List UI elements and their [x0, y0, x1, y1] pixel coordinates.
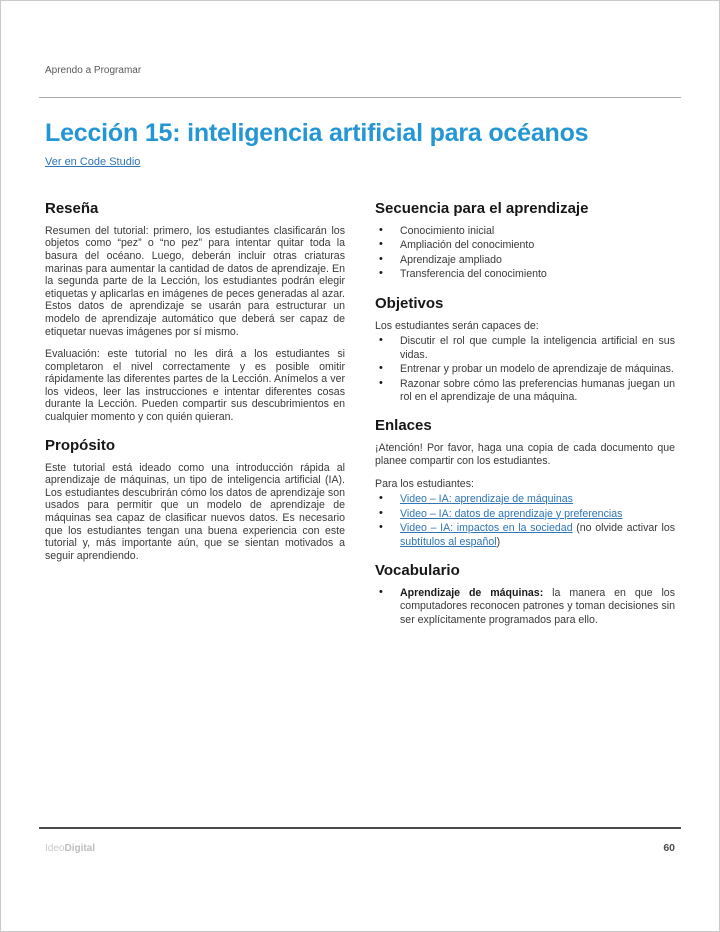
link-note-close: ) [496, 535, 501, 548]
footer-brand [45, 843, 95, 854]
list-item [375, 587, 675, 627]
list-item [375, 493, 675, 506]
enlaces-attention-note: ¡Atención! Por favor, haga una copia de cada documento que planee compartir con los estudiantes. [375, 442, 675, 468]
section-heading-resena: Reseña [45, 199, 99, 217]
vocabulario-list [375, 587, 675, 627]
header-divider [39, 97, 681, 98]
footer-brand-light: Ideo [45, 843, 65, 854]
left-column [45, 200, 345, 638]
list-item: • Transferencia del conocimiento [375, 268, 675, 281]
video-link-machine-learning[interactable]: Video – IA: aprendizaje de máquinas [400, 493, 573, 506]
content-columns [45, 200, 675, 638]
video-link-training-data[interactable]: Video – IA: datos de aprendizaje y preferencias [400, 507, 623, 520]
secuencia-list [375, 225, 675, 282]
list-item: • Conocimiento inicial [375, 225, 675, 238]
header-brand: Aprendo a Programar [45, 65, 142, 76]
list-item: • Razonar sobre cómo las preferencias humanas juegan un rol en el aprendizaje de una máquina. [375, 378, 675, 405]
section-heading-enlaces: Enlaces [375, 417, 432, 435]
page-number: 60 [663, 842, 675, 854]
list-item [375, 508, 675, 521]
objetivos-intro: Los estudiantes serán capaces de: [375, 319, 539, 332]
link-note-text: (no olvide activar los [572, 522, 676, 535]
section-heading-objetivos: Objetivos [375, 294, 444, 312]
video-link-society-impact[interactable]: Video – IA: impactos en la sociedad [400, 522, 573, 535]
section-heading-secuencia: Secuencia para el aprendizaje [375, 199, 589, 217]
list-item: • Ampliación del conocimiento [375, 239, 675, 252]
list-item: • Discutir el rol que cumple la inteligencia artificial en sus vidas. [375, 335, 675, 362]
footer-brand-bold: Digital [64, 843, 96, 854]
section-heading-proposito: Propósito [45, 436, 115, 454]
vocab-term: Aprendizaje de máquinas: [400, 587, 544, 600]
section-heading-vocabulario: Vocabulario [375, 562, 460, 580]
list-item: • Entrenar y probar un modelo de aprendizaje de máquinas. [375, 363, 675, 376]
enlaces-for-students: Para los estudiantes: [375, 477, 474, 490]
list-item: • Aprendizaje ampliado [375, 254, 675, 267]
spanish-subtitles-link[interactable]: subtítulos al español [400, 535, 497, 548]
footer-divider [39, 827, 681, 829]
code-studio-link[interactable]: Ver en Code Studio [45, 155, 141, 168]
vocab-definition: la manera en que los computadores reconocen patrones y toman decisiones sin ser explícitamente programados para ello. [400, 587, 675, 626]
resena-paragraph-summary: Resumen del tutorial: primero, los estudiantes clasificarán los objetos como “pez” o “no pez” para intentar quitar toda la basura del océano. Luego, deberán incluir otras criaturas marinas para aumentar la cantidad de datos de aprendizaje. En la segunda parte de la Lección, los estudiantes podrán elegir etiquetas y aplicarlas en imágenes de peces generadas al azar. Estos datos de aprendizaje se usarán para estructurar un modelo de aprendizaje automático que deberá ser capaz de etiquetar nuevas imágenes por sí mismo. [45, 224, 345, 338]
objetivos-list [375, 335, 675, 404]
proposito-paragraph: Este tutorial está ideado como una introducción rápida al aprendizaje de máquinas, un tipo de inteligencia artificial (IA). Los estudiantes descubrirán cómo los datos de aprendizaje son usados para permitir que un modelo de aprendizaje de máquinas sea capaz de clasificar nuevos datos. Es necesario que los estudiantes tengan una buena experiencia con este tutorial y, más importante aún, que se sientan motivados a seguir aprendiendo. [45, 461, 345, 562]
page-footer [1, 827, 719, 931]
page-title: Lección 15: inteligencia artificial para océanos [45, 119, 589, 147]
list-item [375, 522, 675, 549]
right-column [375, 200, 675, 638]
enlaces-list [375, 493, 675, 549]
resena-paragraph-evaluation: Evaluación: este tutorial no les dirá a los estudiantes si completaron el nivel correctamente y es posible omitir rápidamente las diferentes partes de la Lección. Anímelos a ver los videos, leer las instrucciones e intentar diferentes cosas durante la Lección. Pueden compartir sus descubrimientos en cualquier momento y con quién quieran. [45, 348, 345, 424]
